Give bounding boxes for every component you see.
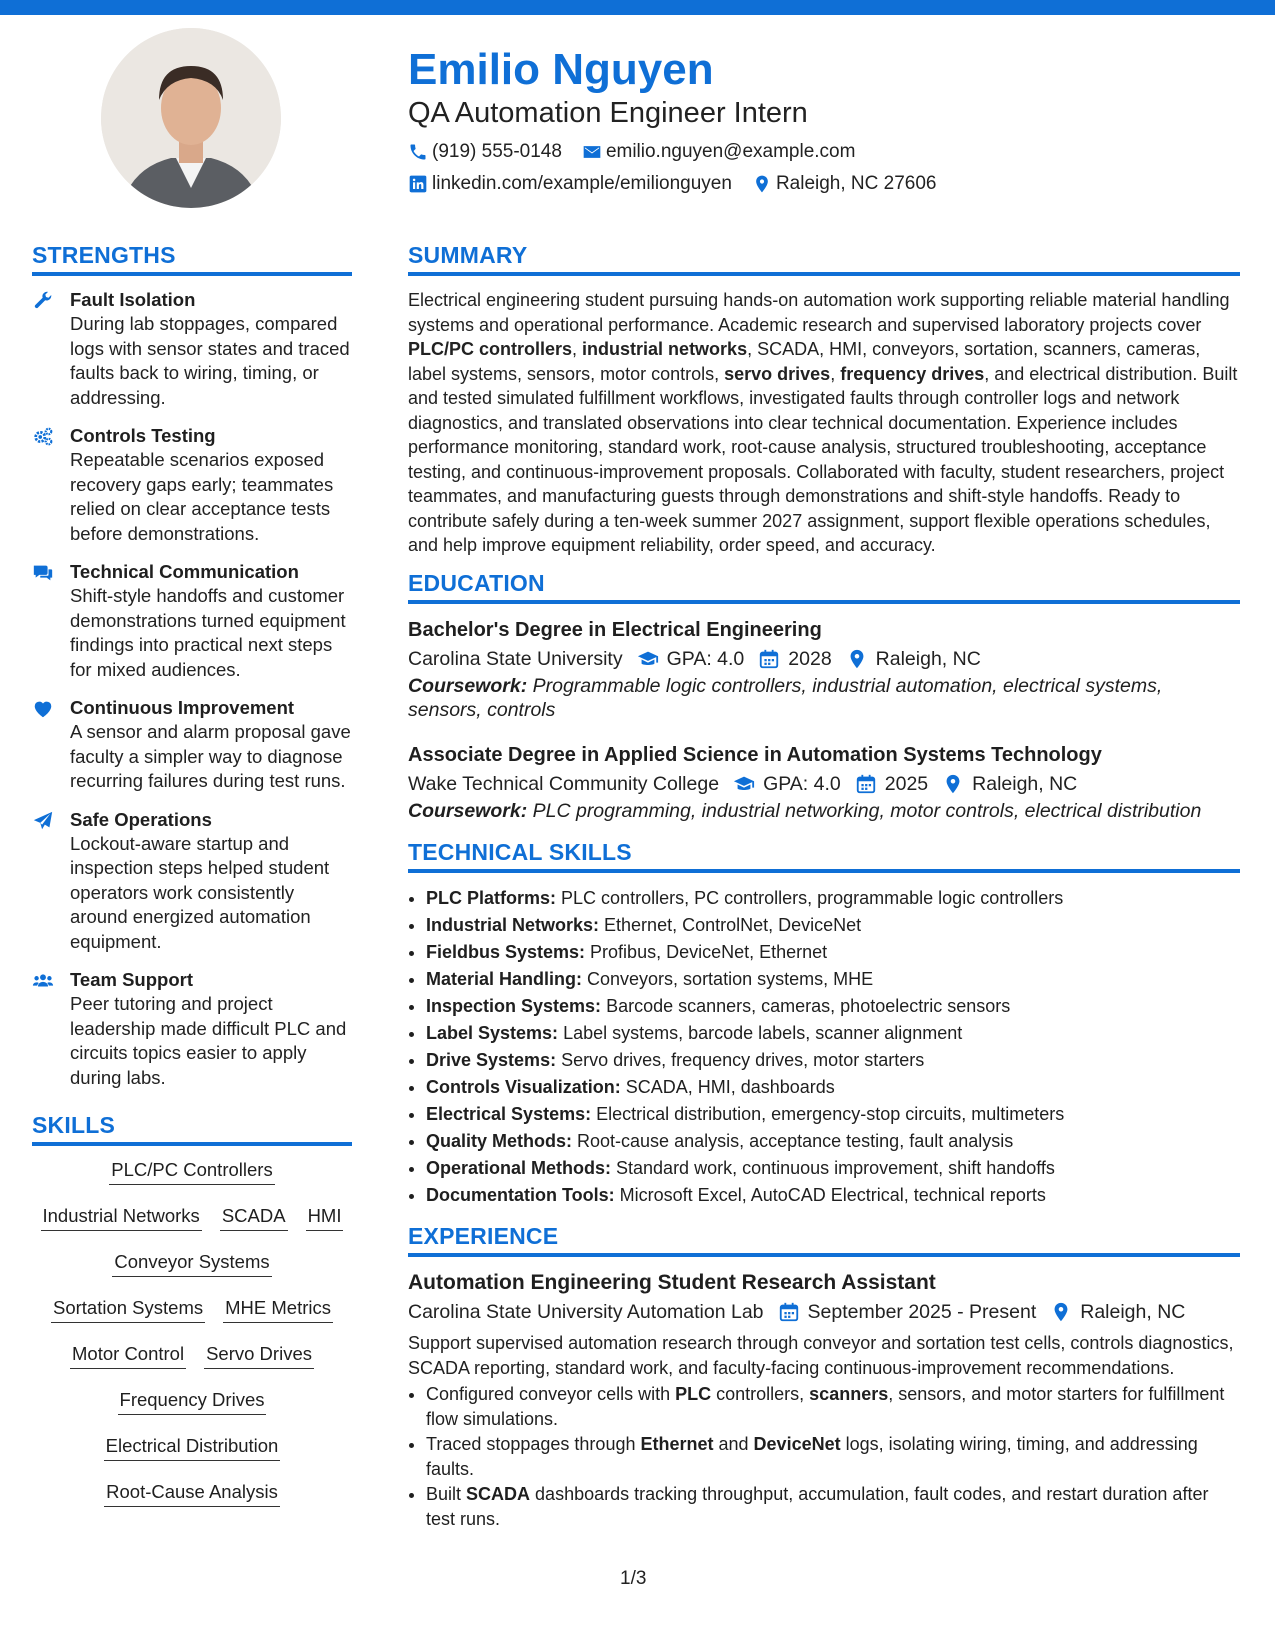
job-bullet [426, 1482, 1240, 1531]
skill-row [32, 1342, 352, 1369]
bold-text: PLC [675, 1384, 712, 1404]
strength-title: Technical Communication [70, 561, 299, 582]
job-meta [408, 1297, 1240, 1327]
technical-skills-list [408, 885, 1240, 1209]
summary-text [408, 288, 1240, 558]
job-org: Carolina State University Automation Lab [408, 1301, 764, 1323]
job-item [408, 1269, 1240, 1531]
location-text: Raleigh, NC [875, 647, 981, 670]
graduation-cap-icon [733, 773, 755, 795]
strength-desc: Shift-style handoffs and customer demonstrations turned equipment findings into practical next steps for mixed audiences. [70, 585, 346, 680]
job-description: Support supervised automation research through conveyor and sortation test cells, controls diagnostics, SCADA reporting, standard work, and faculty-facing continuous-improvement recommendations. [408, 1333, 1234, 1378]
skill-category: Industrial Networks: [426, 915, 600, 935]
location-text: Raleigh, NC [1080, 1301, 1186, 1323]
skill-category: Documentation Tools: [426, 1185, 615, 1205]
technical-skill-item [426, 966, 1240, 993]
email-text: emilio.nguyen@example.com [605, 141, 856, 162]
education-item [408, 616, 1240, 723]
skill-category: Inspection Systems: [426, 996, 602, 1016]
gpa-text: GPA: 4.0 [763, 772, 841, 795]
skill-values: PLC controllers, PC controllers, programmable logic controllers [556, 888, 1064, 908]
paper-plane-icon [32, 810, 54, 832]
profile-photo [101, 28, 281, 208]
skill-tag: Industrial Networks [41, 1204, 202, 1231]
envelope-icon [582, 142, 602, 162]
coursework [408, 674, 1240, 723]
experience-list [408, 1269, 1240, 1531]
location-item [1046, 1297, 1185, 1327]
strength-item [32, 560, 352, 682]
skill-row [32, 1296, 352, 1323]
skill-category: PLC Platforms: [426, 888, 557, 908]
gears-icon [32, 426, 54, 448]
strength-title: Controls Testing [70, 425, 216, 446]
skill-tag: Sortation Systems [51, 1296, 205, 1323]
year-text: 2025 [884, 772, 929, 795]
text-segment: Electrical engineering student pursuing hands-on automation work supporting reliable material handling systems and operational performance. Academic research and supervised laboratory projects cover [408, 290, 1230, 335]
contact-row-2 [408, 172, 1228, 196]
skill-values: Servo drives, frequency drives, motor starters [556, 1050, 925, 1070]
technical-skill-item [426, 912, 1240, 939]
calendar-icon [855, 773, 877, 795]
technical-skill-item [426, 1047, 1240, 1074]
skill-values: Microsoft Excel, AutoCAD Electrical, technical reports [614, 1185, 1046, 1205]
text-segment: , [830, 363, 841, 384]
technical-skill-item [426, 885, 1240, 912]
strength-desc: Peer tutoring and project leadership made difficult PLC and circuits topics easier to apply during labs. [70, 993, 347, 1088]
skill-tag: Electrical Distribution [104, 1434, 281, 1461]
skill-tag: Servo Drives [204, 1342, 314, 1369]
strength-item [32, 808, 352, 955]
sidebar [32, 240, 352, 1526]
education-list [408, 616, 1240, 824]
skill-category: Drive Systems: [426, 1050, 557, 1070]
skill-row [32, 1250, 352, 1277]
skill-row [32, 1388, 352, 1415]
bold-text: PLC/PC controllers [408, 339, 573, 359]
technical-skills-heading: TECHNICAL SKILLS [408, 837, 1240, 873]
text-segment: , [572, 339, 583, 359]
gpa-item [633, 644, 745, 674]
bold-text: Ethernet [640, 1434, 714, 1454]
location-contact [752, 173, 937, 195]
year-item [851, 769, 928, 799]
strength-title: Fault Isolation [70, 289, 196, 310]
main-column [408, 240, 1240, 1532]
degree-title: Bachelor's Degree in Electrical Engineering [408, 618, 822, 641]
technical-skill-item [426, 939, 1240, 966]
skill-tag: PLC/PC Controllers [109, 1158, 274, 1185]
dates-item [774, 1297, 1037, 1327]
skill-row [32, 1434, 352, 1461]
year-text: 2028 [788, 647, 832, 670]
skill-row [32, 1480, 352, 1507]
skill-category: Controls Visualization: [426, 1077, 621, 1097]
comments-icon [32, 562, 54, 584]
map-pin-icon [752, 174, 772, 194]
skill-values: Barcode scanners, cameras, photoelectric sensors [601, 996, 1011, 1016]
linkedin-contact[interactable] [408, 173, 732, 195]
location-item [938, 769, 1077, 799]
map-pin-icon [846, 648, 868, 670]
skill-values: Conveyors, sortation systems, MHE [582, 969, 874, 989]
skill-category: Material Handling: [426, 969, 583, 989]
skill-values: Standard work, continuous improvement, shift handoffs [611, 1158, 1055, 1178]
strength-desc: Lockout-aware startup and inspection steps helped student operators work consistently around energized automation equipment. [70, 832, 330, 952]
skill-category: Quality Methods: [426, 1131, 573, 1151]
location-text: Raleigh, NC [972, 772, 1078, 795]
strengths-heading: STRENGTHS [32, 240, 352, 276]
technical-skill-item [426, 1074, 1240, 1101]
candidate-name: Emilio Nguyen [408, 45, 714, 94]
contact-row-1 [408, 140, 1228, 164]
email-contact[interactable] [582, 141, 856, 163]
skill-category: Operational Methods: [426, 1158, 612, 1178]
graduation-cap-icon [637, 648, 659, 670]
text-segment: , and electrical distribution. Built and tested simulated fulfillment workflows, investigated faults through controller logs and network diagnostics, and translated observations into clear technical documentation. Experience includes performance monitoring, standard work, root-cause analysis, structured troubleshooting, acceptance testing, and continuous-improvement proposals. Collaborated with faculty, student researchers, project teammates, and manufacturing guests through demonstrations and shift-style handoffs. Ready to contribute safely during a ten-week summer 2027 assignment, support flexible operations schedules, and help improve equipment reliability, order speed, and accuracy. [408, 363, 1238, 555]
technical-skill-item [426, 993, 1240, 1020]
skill-tag: Motor Control [70, 1342, 186, 1369]
technical-skill-item [426, 1155, 1240, 1182]
coursework-text: PLC programming, industrial networking, motor controls, electrical distribution [527, 799, 1202, 822]
experience-heading: EXPERIENCE [408, 1221, 1240, 1257]
summary-heading: SUMMARY [408, 240, 1240, 276]
phone-text: (919) 555-0148 [432, 141, 562, 162]
job-bullets [408, 1382, 1240, 1531]
strength-title: Team Support [70, 969, 193, 990]
education-meta [408, 769, 1240, 799]
skill-values: Profibus, DeviceNet, Ethernet [585, 942, 828, 962]
strength-item [32, 968, 352, 1090]
education-item [408, 741, 1240, 824]
education-heading: EDUCATION [408, 568, 1240, 604]
technical-skill-item [426, 1128, 1240, 1155]
text-segment: Configured conveyor cells with [426, 1384, 676, 1404]
gpa-item [729, 769, 841, 799]
job-bullet [426, 1432, 1240, 1481]
map-pin-icon [1050, 1301, 1072, 1323]
education-meta [408, 644, 1240, 674]
coursework [408, 799, 1240, 824]
strength-title: Continuous Improvement [70, 697, 295, 718]
coursework-label: Coursework: [408, 799, 528, 822]
strength-item [32, 288, 352, 410]
linkedin-icon [408, 174, 428, 194]
technical-skill-item [426, 1182, 1240, 1209]
text-segment: Traced stoppages through [426, 1434, 641, 1454]
text-segment: controllers, [711, 1384, 810, 1404]
skill-tag: Root-Cause Analysis [104, 1480, 280, 1507]
skill-row [32, 1204, 352, 1231]
skill-values: SCADA, HMI, dashboards [620, 1077, 835, 1097]
strength-desc: A sensor and alarm proposal gave faculty a simpler way to diagnose recurring failures during test runs. [70, 721, 351, 791]
school-name: Wake Technical Community College [408, 772, 720, 795]
coursework-text: Programmable logic controllers, industrial automation, electrical systems, sensors, controls [408, 674, 1163, 721]
skills-heading: SKILLS [32, 1110, 352, 1146]
location-text: Raleigh, NC 27606 [775, 173, 937, 194]
heart-icon [32, 698, 54, 720]
technical-skill-item [426, 1020, 1240, 1047]
bold-text: DeviceNet [753, 1434, 841, 1454]
calendar-icon [778, 1301, 800, 1323]
bold-text: scanners [809, 1384, 889, 1404]
skill-tag: Conveyor Systems [112, 1250, 271, 1277]
skill-row [32, 1158, 352, 1185]
strength-desc: Repeatable scenarios exposed recovery gaps early; teammates relied on clear acceptance tests before demonstrations. [70, 449, 334, 544]
skill-values: Ethernet, ControlNet, DeviceNet [599, 915, 862, 935]
skill-tag: HMI [306, 1204, 344, 1231]
dates-text: September 2025 - Present [807, 1301, 1037, 1323]
linkedin-text: linkedin.com/example/emilionguyen [432, 173, 732, 194]
bold-text: servo drives [724, 363, 831, 384]
year-item [754, 644, 831, 674]
text-segment: dashboards tracking throughput, accumulation, fault codes, and restart duration after test runs. [426, 1484, 1209, 1529]
skill-tag: MHE Metrics [223, 1296, 333, 1323]
skill-category: Label Systems: [426, 1023, 559, 1043]
coursework-label: Coursework: [408, 674, 528, 697]
text-segment: , SCADA, HMI, conveyors, sortation, scanners, cameras, label systems, sensors, motor controls, [408, 339, 1201, 384]
location-item [842, 644, 981, 674]
skill-tag: SCADA [220, 1204, 288, 1231]
skills-tag-list [32, 1158, 352, 1507]
top-accent-bar [0, 0, 1275, 15]
wrench-icon [32, 290, 54, 312]
skill-category: Fieldbus Systems: [426, 942, 586, 962]
phone-icon [408, 142, 428, 162]
degree-title: Associate Degree in Applied Science in Automation Systems Technology [408, 743, 1102, 766]
text-segment: logs, isolating wiring, timing, and addressing faults. [426, 1434, 1198, 1479]
map-pin-icon [942, 773, 964, 795]
skill-values: Electrical distribution, emergency-stop circuits, multimeters [591, 1104, 1065, 1124]
candidate-role: QA Automation Engineer Intern [408, 97, 808, 129]
text-segment: , sensors, and motor starters for fulfillment flow simulations. [426, 1384, 1225, 1429]
job-bullet [426, 1382, 1240, 1431]
skill-values: Label systems, barcode labels, scanner alignment [558, 1023, 963, 1043]
skill-values: Root-cause analysis, acceptance testing, fault analysis [572, 1131, 1014, 1151]
strength-item [32, 424, 352, 546]
gpa-text: GPA: 4.0 [666, 647, 745, 670]
job-title: Automation Engineering Student Research Assistant [408, 1271, 936, 1294]
bold-text: SCADA [466, 1484, 531, 1504]
skill-category: Electrical Systems: [426, 1104, 592, 1124]
page-number: 1/3 [620, 1568, 647, 1589]
strength-desc: During lab stoppages, compared logs with sensor states and traced faults back to wiring, timing, or addressing. [70, 313, 350, 408]
text-segment: and [713, 1434, 754, 1454]
resume-header [408, 44, 1228, 196]
strength-item [32, 696, 352, 794]
bold-text: frequency drives [840, 363, 985, 384]
school-name: Carolina State University [408, 647, 623, 670]
technical-skill-item [426, 1101, 1240, 1128]
bold-text: industrial networks [582, 339, 748, 359]
text-segment: Built [426, 1484, 467, 1504]
skill-tag: Frequency Drives [118, 1388, 267, 1415]
calendar-icon [758, 648, 780, 670]
users-icon [32, 970, 54, 992]
phone-contact[interactable] [408, 141, 562, 163]
strength-title: Safe Operations [70, 808, 212, 830]
